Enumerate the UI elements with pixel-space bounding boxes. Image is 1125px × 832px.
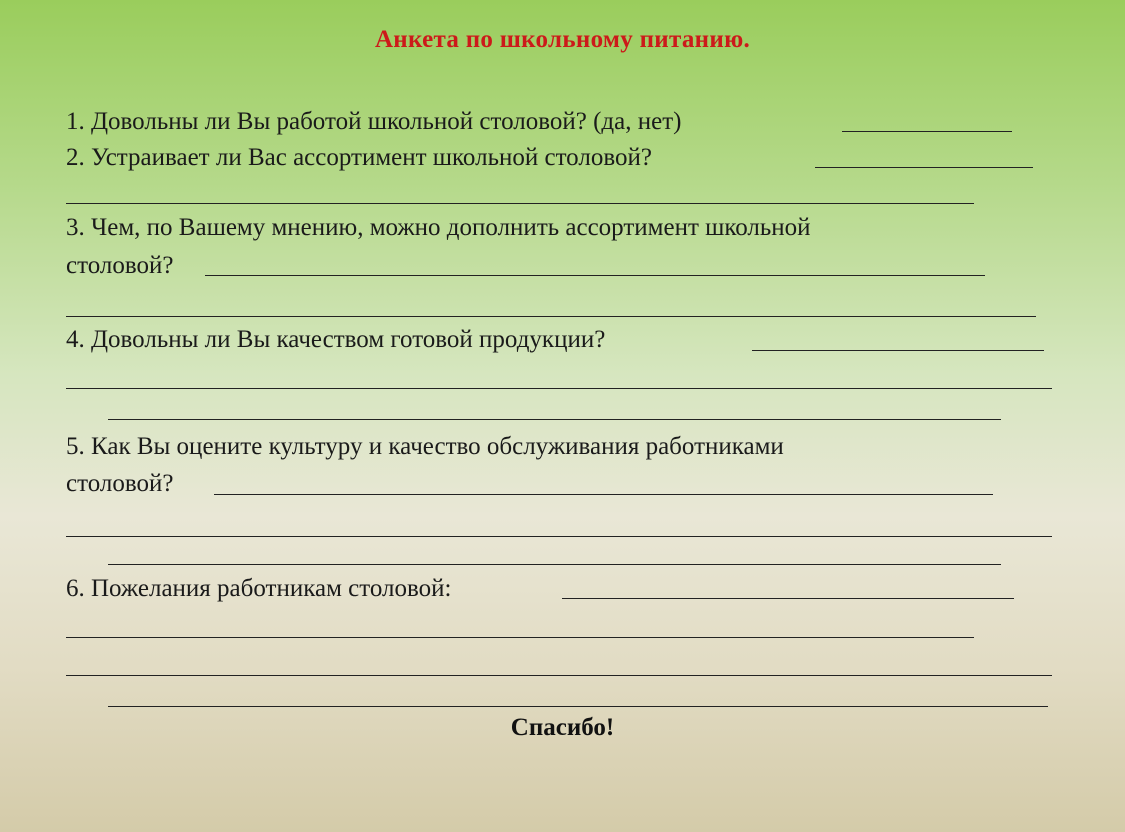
- answer-line-q3-extra[interactable]: [66, 316, 1036, 317]
- answer-line-q5[interactable]: [214, 494, 993, 495]
- answer-line-q2[interactable]: [815, 167, 1033, 168]
- answer-line-q3[interactable]: [205, 275, 985, 276]
- question-6-text: 6. Пожелания работникам столовой:: [66, 575, 452, 602]
- answer-line-q4[interactable]: [752, 350, 1044, 351]
- answer-line-q6-extra-3[interactable]: [108, 706, 1048, 707]
- answer-line-q6-extra-2[interactable]: [66, 675, 1052, 676]
- question-3-text-line2: столовой?: [66, 252, 174, 279]
- question-5-text-line2: столовой?: [66, 470, 174, 497]
- question-2-text: 2. Устраивает ли Вас ассортимент школьной столовой?: [66, 144, 652, 171]
- answer-line-q1[interactable]: [842, 131, 1012, 132]
- question-5-text-line1: 5. Как Вы оцените культуру и качество обслуживания работниками: [66, 433, 784, 460]
- form-title: Анкета по школьному питанию.: [374, 26, 751, 53]
- answer-line-q2-extra[interactable]: [66, 203, 974, 204]
- answer-line-q4-extra-2[interactable]: [108, 419, 1001, 420]
- answer-line-q4-extra-1[interactable]: [66, 388, 1052, 389]
- answer-line-q6[interactable]: [562, 598, 1014, 599]
- answer-line-q6-extra-1[interactable]: [66, 637, 974, 638]
- answer-line-q5-extra-1[interactable]: [66, 536, 1052, 537]
- question-1-text: 1. Довольны ли Вы работой школьной столовой? (да, нет): [66, 108, 682, 135]
- question-3-text-line1: 3. Чем, по Вашему мнению, можно дополнить ассортимент школьной: [66, 214, 811, 241]
- answer-line-q5-extra-2[interactable]: [108, 564, 1001, 565]
- closing-thanks: Спасибо!: [510, 714, 615, 741]
- question-4-text: 4. Довольны ли Вы качеством готовой продукции?: [66, 326, 606, 353]
